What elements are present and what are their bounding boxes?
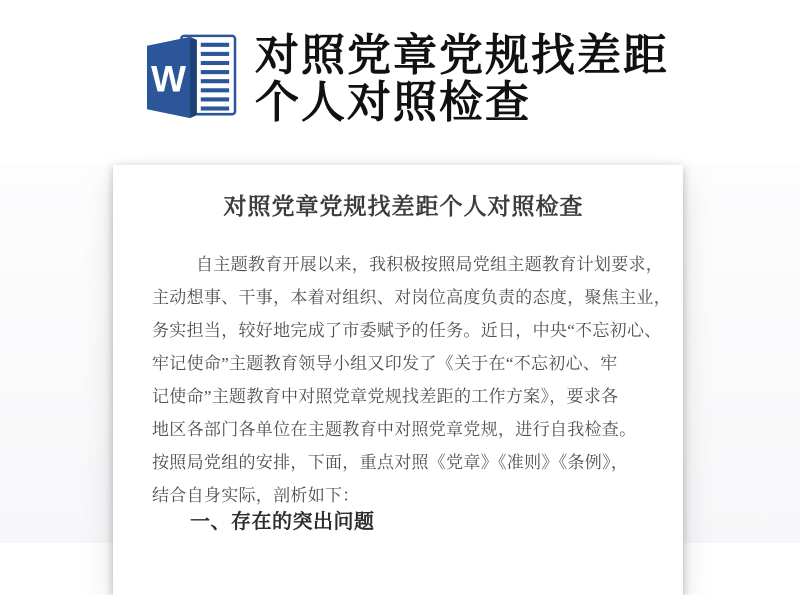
word-file-icon <box>142 32 240 127</box>
word-icon-textline <box>201 70 229 74</box>
word-icon-textline <box>201 52 229 56</box>
word-icon-textline <box>201 88 229 92</box>
word-icon-textline <box>201 106 229 110</box>
paragraph-line: 按照局党组的安排，下面，重点对照《党章》《准则》《条例》， <box>152 453 629 472</box>
page-title <box>255 32 669 126</box>
word-icon-textline <box>201 61 229 65</box>
document-title: 对照党章党规找差距个人对照检查 <box>223 193 584 219</box>
paragraph-line: 结合自身实际，剖析如下： <box>152 486 360 505</box>
page-title-line1: 对照党章党规找差距 <box>255 31 669 80</box>
paragraph-line: 主动想事、干事，本着对组织、对岗位高度负责的态度，聚焦主业， <box>152 288 671 307</box>
word-icon-graphic <box>142 32 240 122</box>
paragraph-line: 务实担当，较好地完成了市委赋予的任务。近日，中央“不忘初心、 <box>152 321 662 340</box>
paragraph-line: 地区各部门各单位在主题教育中对照党章党规，进行自我检查。 <box>152 420 637 439</box>
document-preview-area <box>0 165 800 543</box>
document-page[interactable] <box>113 165 683 595</box>
document-paragraph <box>152 248 671 512</box>
word-icon-textline <box>201 97 229 101</box>
page-title-line2: 个人对照检查 <box>255 78 531 127</box>
section-heading: 一、存在的突出问题 <box>190 511 375 533</box>
paragraph-line: 牢记使命”主题教育领导小组又印发了《关于在“不忘初心、牢 <box>152 354 618 373</box>
paragraph-line: 记使命”主题教育中对照党章党规找差距的工作方案》，要求各 <box>152 387 619 406</box>
word-icon-textline <box>201 79 229 83</box>
word-icon-fold <box>190 37 197 118</box>
header <box>0 0 800 148</box>
word-icon-letter: W <box>150 57 187 100</box>
word-icon-textline <box>201 43 229 47</box>
paragraph-line: 自主题教育开展以来，我积极按照局党组主题教育计划要求， <box>196 255 664 274</box>
